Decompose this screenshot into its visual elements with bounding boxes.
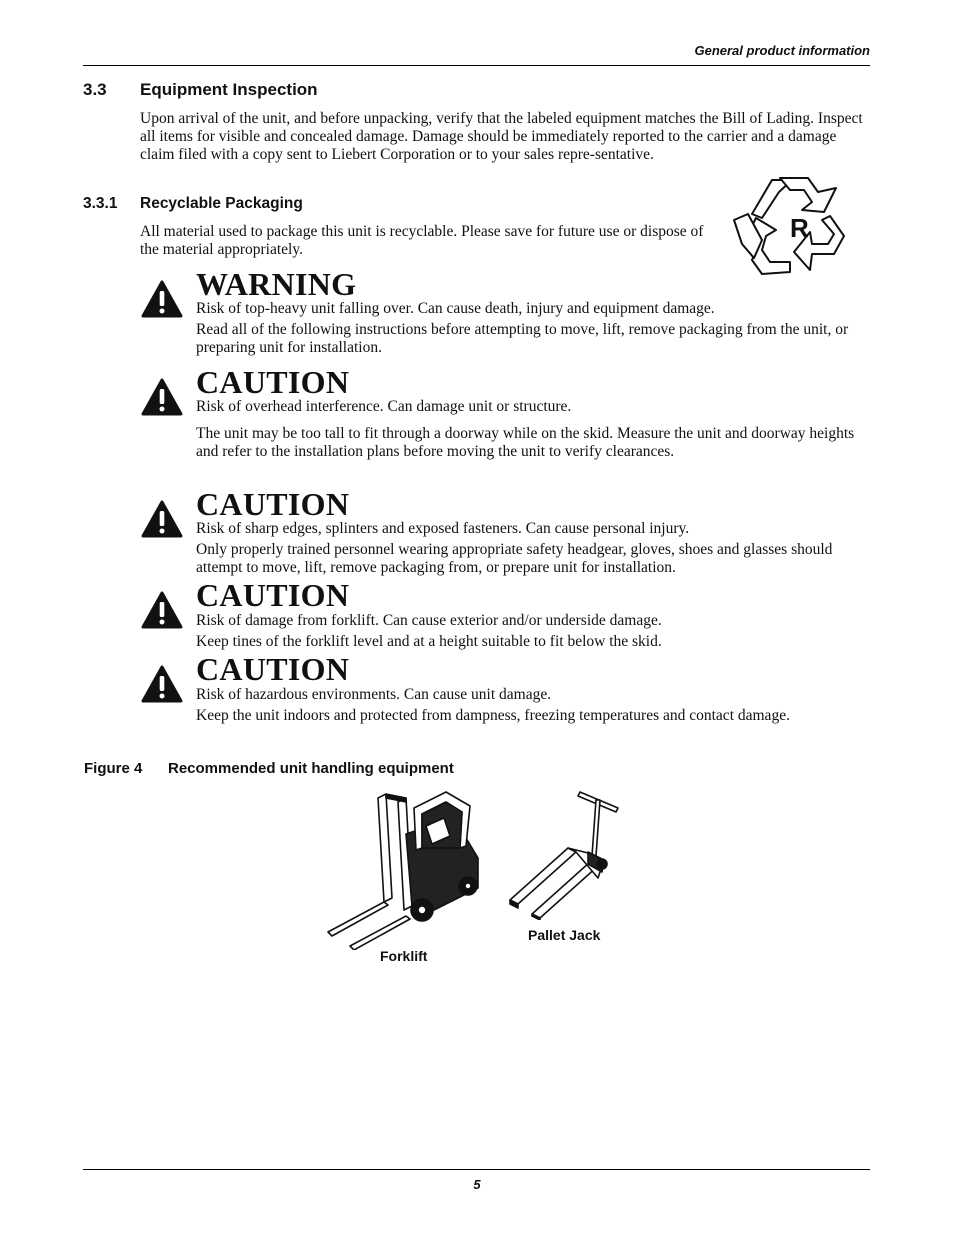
caution-title: CAUTION [196,651,350,687]
caution-line-2: The unit may be too tall to fit through a doorway while on the skid. Measure the unit and doorway heights and refer to the installation plans before moving the unit to verify clearances. [196,425,855,460]
caution-body [196,398,871,464]
section-number: 3.3 [83,80,107,99]
forklift-illustration [322,788,482,950]
warning-title: WARNING [196,266,357,302]
subsection-title: Recyclable Packaging [140,195,303,212]
section-body: Upon arrival of the unit, and before unpacking, verify that the labeled equipment matches the Bill of Lading. Inspect all items for visible and concealed damage. Damage should be immediately reported to the carrier and a damage claim filed with a copy sent to Liebert Corporation or to your sales repre-sentative. [140,110,863,163]
caution-line-1: Risk of damage from forklift. Can cause exterior and/or underside damage. [196,612,662,629]
caution-line-1: Risk of hazardous environments. Can cause unit damage. [196,686,552,703]
running-header: General product information [694,43,870,58]
footer-rule [83,1169,870,1170]
caution-title: CAUTION [196,577,350,613]
caution-body [196,686,871,728]
warning-triangle-icon [141,280,183,318]
figure-label: Figure 4 [84,760,143,777]
caution-line-2: Only properly trained personnel wearing appropriate safety headgear, gloves, shoes and glasses should attempt to move, lift, remove packaging from, or prepare unit for installation. [196,541,833,576]
recycle-letter: R [790,213,809,243]
subsection-body: All material used to package this unit is recyclable. Please save for future use or dispose of the material appropriately. [140,223,704,258]
warning-line-2: Read all of the following instructions before attempting to move, lift, remove packaging from the unit, or preparing unit for installation. [196,321,849,356]
caution-triangle-icon [141,500,183,538]
caution-line-2: Keep tines of the forklift level and at a height suitable to fit below the skid. [196,633,662,650]
header-rule [83,65,870,66]
section-title: Equipment Inspection [140,80,318,99]
warning-body [196,300,871,360]
recycle-icon [732,174,846,286]
caution-body [196,520,871,580]
caution-triangle-icon [141,591,183,629]
section-heading [0,80,954,102]
caution-body [196,612,871,654]
caution-line-2: Keep the unit indoors and protected from dampness, freezing temperatures and contact damage. [196,707,790,724]
caution-line-1: Risk of overhead interference. Can damage unit or structure. [196,398,572,415]
subsection-number: 3.3.1 [83,195,118,212]
page-number: 5 [473,1177,481,1192]
forklift-label: Forklift [380,948,428,964]
caution-line-1: Risk of sharp edges, splinters and exposed fasteners. Can cause personal injury. [196,520,690,537]
caution-triangle-icon [141,378,183,416]
caution-title: CAUTION [196,364,350,400]
caution-title: CAUTION [196,486,350,522]
pallet-jack-illustration [506,788,624,920]
caution-triangle-icon [141,665,183,703]
warning-line-1: Risk of top-heavy unit falling over. Can cause death, injury and equipment damage. [196,300,715,317]
pallet-jack-label: Pallet Jack [528,927,601,943]
figure-title: Recommended unit handling equipment [168,760,454,777]
